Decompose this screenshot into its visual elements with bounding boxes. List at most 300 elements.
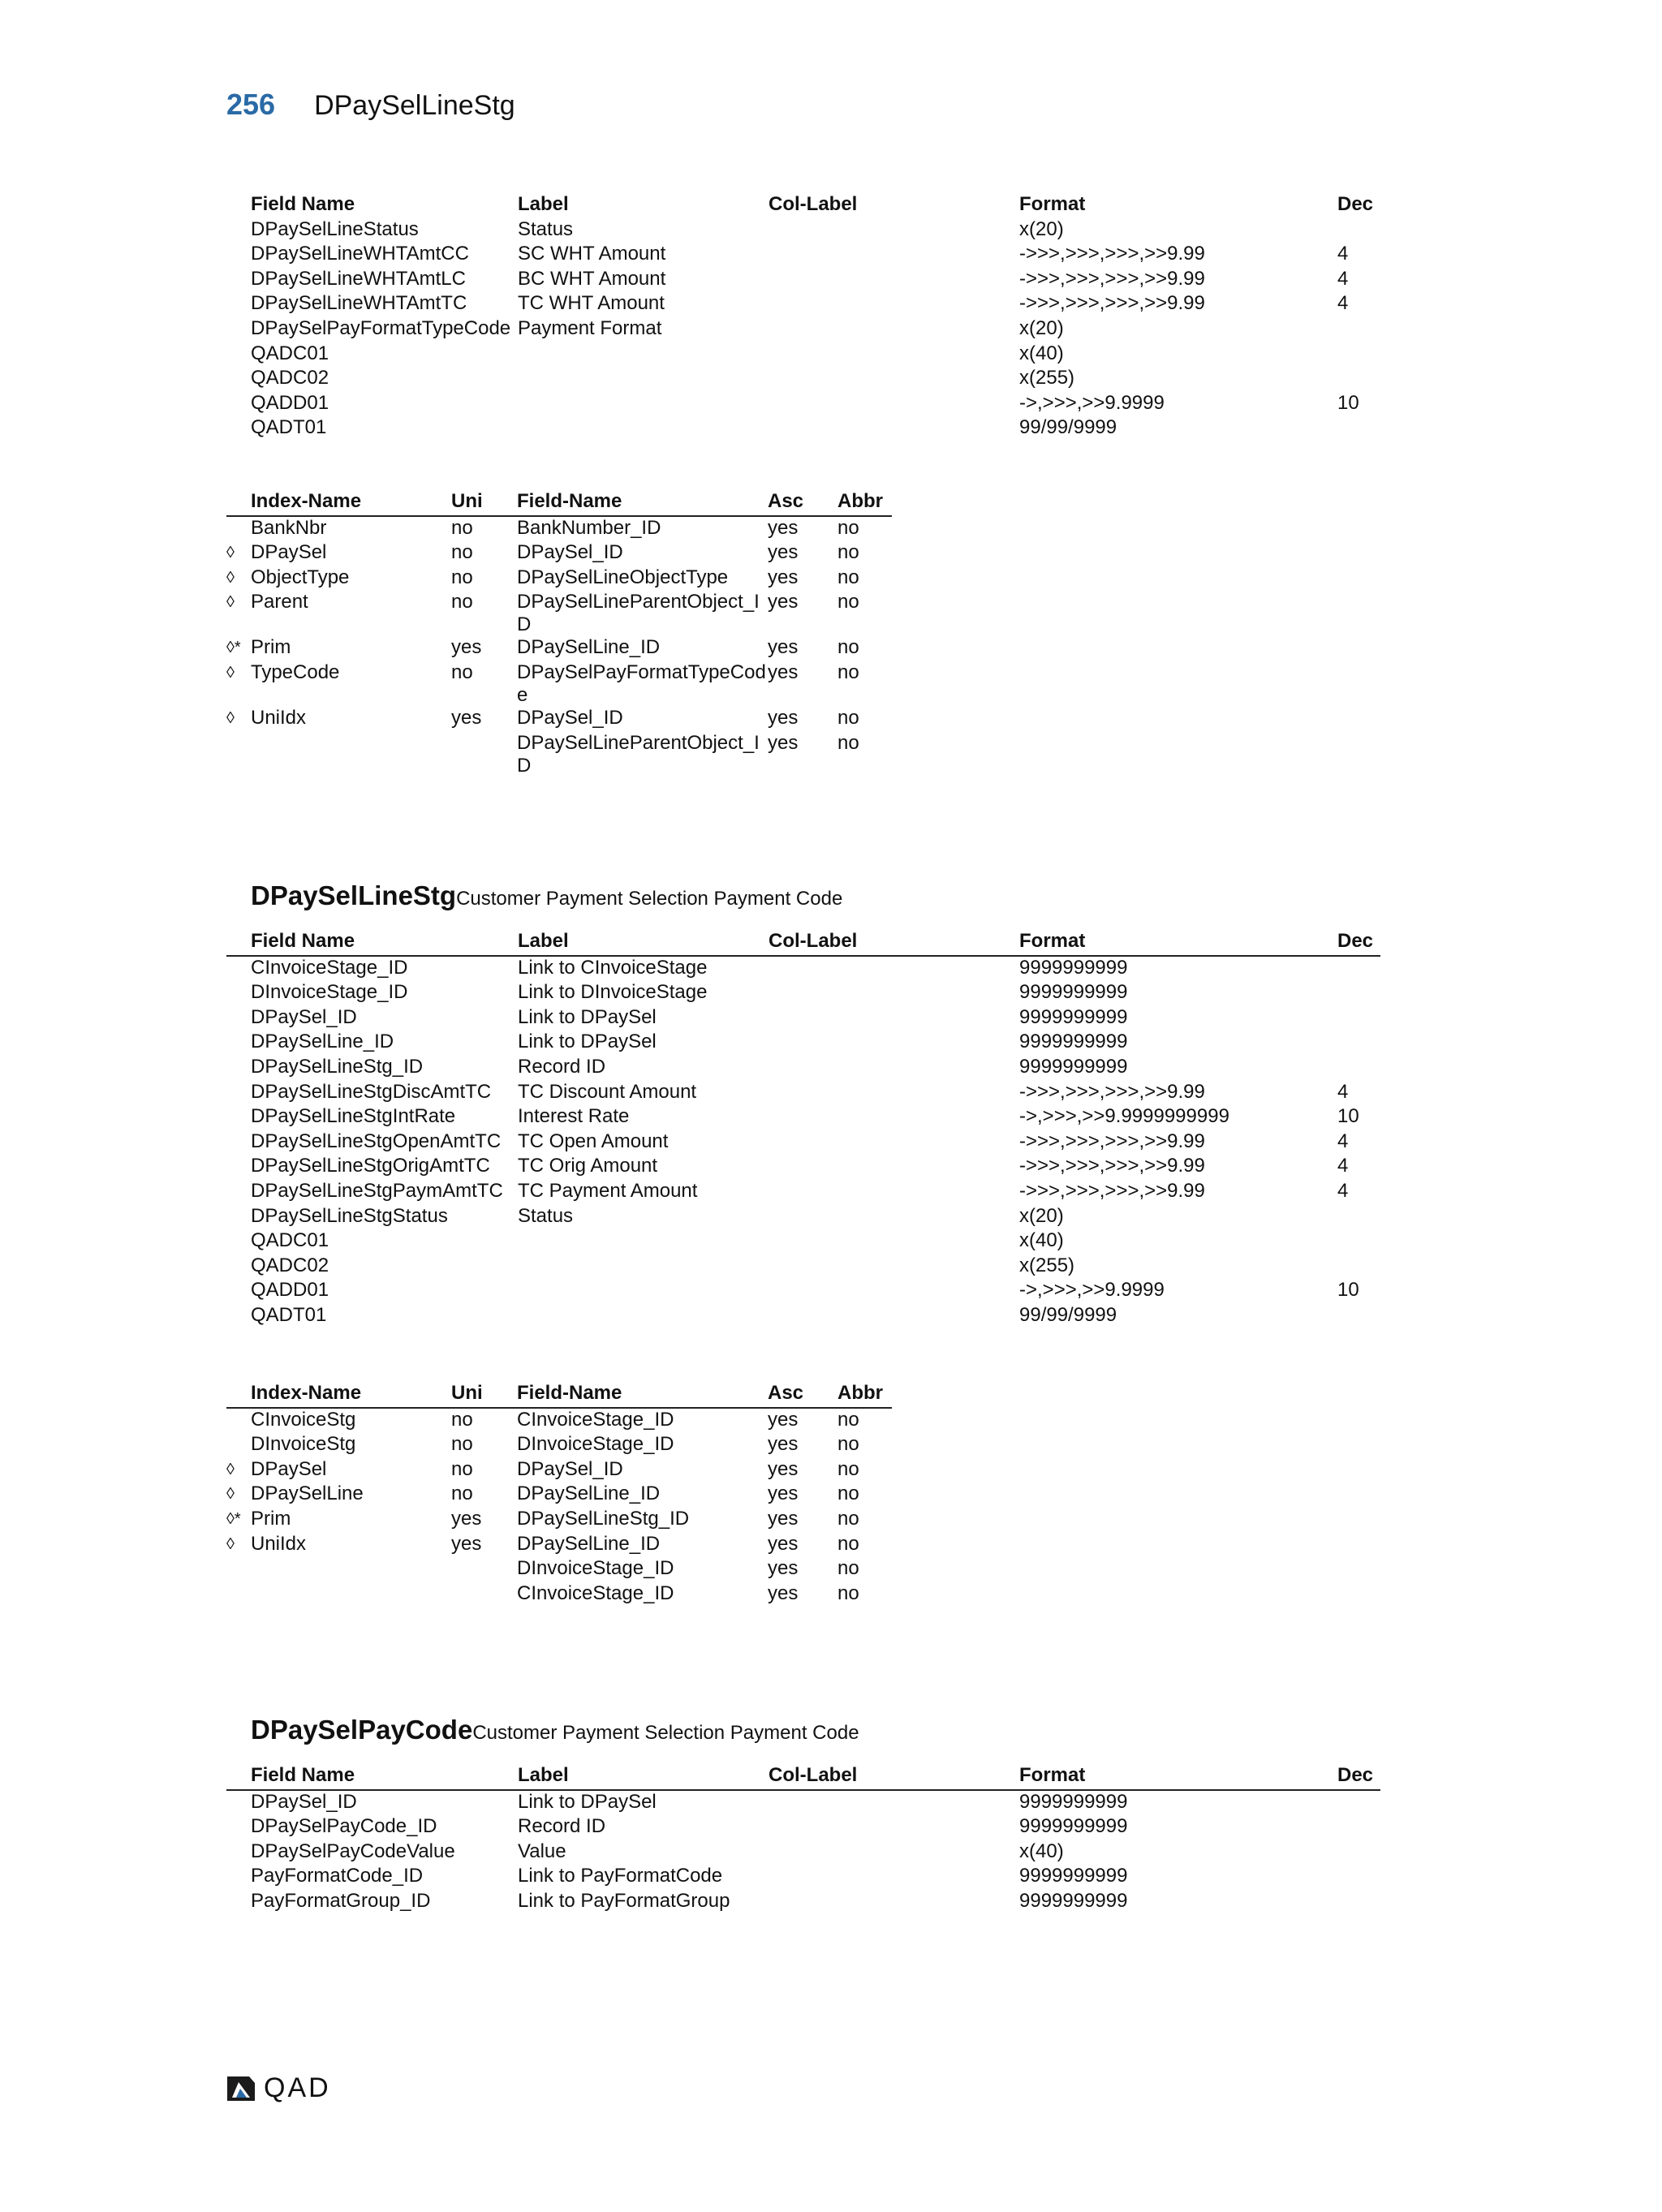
index-header-row — [226, 1382, 892, 1408]
dec-header: Dec — [1337, 1764, 1380, 1790]
field-name: DPaySelLineStatus — [251, 217, 419, 240]
index-ascending: yes — [768, 1557, 799, 1580]
field-row — [226, 1815, 1380, 1840]
index-name: TypeCode — [251, 661, 340, 683]
index-unique: no — [451, 516, 473, 539]
field-dec — [1337, 416, 1380, 441]
field-dec — [1337, 317, 1380, 342]
field-dec: 10 — [1337, 1105, 1359, 1128]
field-row — [226, 1031, 1380, 1056]
index-ascending: yes — [768, 541, 799, 564]
row-marker — [226, 1205, 251, 1230]
row-marker — [226, 1815, 251, 1840]
field-name: DPaySelPayCodeValue — [251, 1840, 455, 1862]
field-dec — [1337, 956, 1380, 982]
field-row — [226, 1155, 1380, 1180]
row-marker — [226, 1304, 251, 1329]
page-title: DPaySelLineStg — [314, 90, 515, 121]
index-ascending: yes — [768, 1408, 799, 1431]
field-label: Link to DPaySel — [518, 1790, 657, 1813]
index-ascending: yes — [768, 516, 799, 539]
field-row — [226, 1304, 1380, 1329]
row-marker — [226, 367, 251, 392]
field-format: 9999999999 — [1019, 956, 1128, 979]
index-marker: ◊* — [226, 1509, 241, 1528]
index-marker: ◊ — [226, 1534, 235, 1553]
field-col-label — [769, 1279, 1019, 1304]
index-marker — [226, 1433, 251, 1458]
index-ascending: yes — [768, 706, 799, 729]
field-name: CInvoiceStage_ID — [251, 956, 408, 979]
index-unique — [451, 1557, 517, 1582]
field-dec: 10 — [1337, 1279, 1359, 1302]
index-name: BankNbr — [251, 516, 327, 539]
index-marker: ◊* — [226, 639, 241, 657]
index-row — [226, 1533, 892, 1558]
index-name: DInvoiceStg — [251, 1433, 356, 1456]
field-col-label — [769, 1790, 1019, 1816]
row-marker — [226, 1031, 251, 1056]
index-row — [226, 591, 892, 636]
index-marker: ◊ — [226, 1460, 235, 1478]
field-format: ->>>,>>>,>>>,>>9.99 — [1019, 243, 1205, 265]
field-col-label — [769, 268, 1019, 293]
field-name: QADC02 — [251, 1254, 329, 1276]
index-field-name: DPaySel_ID — [517, 706, 623, 729]
index-marker — [226, 1582, 251, 1607]
field-name: DInvoiceStage_ID — [251, 981, 408, 1004]
field-format: 9999999999 — [1019, 1790, 1128, 1813]
field-row — [226, 392, 1380, 417]
index-row — [226, 1508, 892, 1533]
field-row — [226, 1279, 1380, 1304]
field-label — [518, 1304, 769, 1329]
format-header: Format — [1019, 930, 1337, 956]
index-ascending: yes — [768, 731, 799, 754]
abbr-header: Abbr — [837, 1382, 892, 1408]
qad-logo-icon — [225, 2075, 257, 2102]
uni-header: Uni — [451, 1382, 517, 1408]
field-row — [226, 218, 1380, 243]
field-label: Value — [518, 1840, 566, 1862]
field-label — [518, 416, 769, 441]
field-dec — [1337, 981, 1380, 1006]
col-label-header: Col-Label — [769, 193, 858, 215]
index-name-header: Index-Name — [251, 1382, 451, 1408]
field-dec: 4 — [1337, 292, 1349, 315]
field-dec — [1337, 342, 1380, 368]
index-marker — [226, 516, 251, 542]
asc-header: Asc — [768, 490, 837, 516]
index-abbreviated: no — [837, 1582, 859, 1604]
field-label: Link to DInvoiceStage — [518, 981, 708, 1004]
field-col-label — [769, 1840, 1019, 1866]
field-name: QADC01 — [251, 342, 329, 364]
row-marker — [226, 243, 251, 268]
field-dec — [1337, 1890, 1380, 1915]
index-table-1 — [226, 490, 892, 777]
row-marker — [226, 1279, 251, 1304]
field-label: Record ID — [518, 1055, 606, 1078]
field-row — [226, 342, 1380, 368]
format-header: Format — [1019, 193, 1086, 215]
index-unique — [451, 732, 517, 777]
field-name-header: Field Name — [251, 1764, 518, 1790]
field-format: 9999999999 — [1019, 1865, 1128, 1887]
uni-header: Uni — [451, 490, 517, 516]
index-name — [251, 732, 451, 777]
index-unique: yes — [451, 636, 482, 659]
index-field-name: DPaySelLine_ID — [517, 1532, 661, 1555]
field-col-label — [769, 342, 1019, 368]
field-format: ->>>,>>>,>>>,>>9.99 — [1019, 292, 1205, 315]
field-name: DPaySelLineStgStatus — [251, 1204, 448, 1227]
index-abbreviated: no — [837, 706, 859, 729]
field-col-label — [769, 218, 1019, 243]
field-dec — [1337, 367, 1380, 392]
index-abbreviated: no — [837, 1507, 859, 1530]
field-col-label — [769, 292, 1019, 317]
field-format: x(40) — [1019, 342, 1064, 364]
field-col-label — [769, 1056, 1019, 1081]
field-name: QADD01 — [251, 391, 329, 414]
index-row — [226, 661, 892, 707]
field-name: DPaySelLineWHTAmtLC — [251, 267, 466, 290]
index-ascending: yes — [768, 566, 799, 588]
index-row — [226, 1557, 892, 1582]
field-dec — [1337, 1205, 1380, 1230]
field-dec — [1337, 1840, 1380, 1866]
field-label — [518, 1279, 769, 1304]
col-label-header: Col-Label — [769, 930, 1019, 956]
field-row — [226, 367, 1380, 392]
field-row — [226, 1081, 1380, 1106]
field-dec — [1337, 1031, 1380, 1056]
abbr-header: Abbr — [837, 490, 892, 516]
index-field-name: CInvoiceStage_ID — [517, 1582, 674, 1604]
field-label — [518, 342, 769, 368]
field-col-label — [769, 243, 1019, 268]
index-field-name: DInvoiceStage_ID — [517, 1557, 674, 1580]
page-header — [226, 88, 515, 131]
dec-header: Dec — [1337, 193, 1374, 215]
field-col-label — [769, 1304, 1019, 1329]
index-name: DPaySel — [251, 541, 327, 564]
row-marker — [226, 1056, 251, 1081]
row-marker — [226, 1180, 251, 1205]
field-label: TC Open Amount — [518, 1130, 669, 1152]
field-row — [226, 268, 1380, 293]
field-col-label — [769, 1865, 1019, 1890]
col-label-header: Col-Label — [769, 1764, 1019, 1790]
field-name: DPaySelLineStgDiscAmtTC — [251, 1080, 492, 1103]
field-name: DPaySelLineStg_ID — [251, 1055, 424, 1078]
index-marker — [226, 732, 251, 777]
row-marker — [226, 292, 251, 317]
field-name: DPaySelLineWHTAmtCC — [251, 243, 469, 265]
index-unique — [451, 1582, 517, 1607]
index-table-2 — [226, 1382, 892, 1607]
logo-text: QAD — [264, 2072, 331, 2103]
index-name: Parent — [251, 591, 308, 613]
label-header: Label — [518, 1764, 769, 1790]
field-dec — [1337, 1229, 1380, 1254]
field-dec: 4 — [1337, 1130, 1349, 1152]
field-format: ->>>,>>>,>>>,>>9.99 — [1019, 267, 1205, 290]
index-unique: no — [451, 591, 473, 613]
field-dec — [1337, 1815, 1380, 1840]
field-format: ->>>,>>>,>>>,>>9.99 — [1019, 1179, 1205, 1202]
field-label: TC WHT Amount — [518, 292, 665, 315]
field-name: DPaySelPayCode_ID — [251, 1815, 437, 1838]
field-col-label — [769, 956, 1019, 982]
index-marker — [226, 1557, 251, 1582]
field-col-label — [769, 1180, 1019, 1205]
index-row — [226, 541, 892, 566]
index-abbreviated: no — [837, 1557, 859, 1580]
page-number: 256 — [226, 88, 276, 121]
index-row — [226, 732, 892, 777]
field-format: 9999999999 — [1019, 1031, 1128, 1053]
row-marker — [226, 1890, 251, 1915]
field-label: BC WHT Amount — [518, 267, 666, 290]
field-name-header: Field-Name — [517, 490, 768, 516]
index-field-name: DPaySelLine_ID — [517, 1483, 661, 1505]
field-col-label — [769, 317, 1019, 342]
field-col-label — [769, 1205, 1019, 1230]
field-label — [518, 1229, 769, 1254]
table-description: Customer Payment Selection Payment Code — [472, 1722, 859, 1744]
index-ascending: yes — [768, 1507, 799, 1530]
index-field-name: BankNumber_ID — [517, 516, 661, 539]
index-abbreviated: no — [837, 661, 859, 683]
index-header-row — [226, 490, 892, 516]
field-col-label — [769, 1155, 1019, 1180]
field-label: TC Discount Amount — [518, 1080, 697, 1103]
index-unique: no — [451, 661, 473, 683]
index-field-name: CInvoiceStage_ID — [517, 1408, 674, 1431]
field-label: Record ID — [518, 1815, 606, 1838]
index-marker: ◊ — [226, 1485, 235, 1504]
fields-header-row — [226, 930, 1380, 956]
field-label — [518, 1254, 769, 1280]
table-description: Customer Payment Selection Payment Code — [456, 888, 843, 910]
field-format: ->>>,>>>,>>>,>>9.99 — [1019, 1080, 1205, 1103]
index-ascending: yes — [768, 1582, 799, 1604]
field-name-header: Field-Name — [517, 1382, 768, 1408]
row-marker — [226, 1865, 251, 1890]
field-format: 9999999999 — [1019, 1005, 1128, 1028]
row-marker — [226, 1130, 251, 1155]
field-row — [226, 1205, 1380, 1230]
table-name: DPaySelPayCode — [251, 1715, 473, 1745]
index-unique: no — [451, 1483, 473, 1505]
index-abbreviated: no — [837, 541, 859, 564]
field-label: TC Payment Amount — [518, 1179, 698, 1202]
label-header: Label — [518, 193, 569, 215]
field-format: ->,>>>,>>9.9999 — [1019, 1279, 1165, 1302]
field-row — [226, 1840, 1380, 1866]
index-ascending: yes — [768, 1457, 799, 1480]
index-name — [251, 1557, 451, 1582]
dec-header: Dec — [1337, 930, 1380, 956]
index-abbreviated: no — [837, 516, 859, 539]
row-marker — [226, 317, 251, 342]
field-format: 9999999999 — [1019, 1889, 1128, 1912]
field-name: QADC02 — [251, 367, 329, 389]
field-row — [226, 1790, 1380, 1816]
field-row — [226, 1229, 1380, 1254]
row-marker — [226, 392, 251, 417]
field-col-label — [769, 1130, 1019, 1155]
field-label: SC WHT Amount — [518, 243, 666, 265]
index-row — [226, 566, 892, 592]
field-label: Link to CInvoiceStage — [518, 956, 708, 979]
index-ascending: yes — [768, 1532, 799, 1555]
row-marker — [226, 1081, 251, 1106]
index-row — [226, 1582, 892, 1607]
field-dec — [1337, 1790, 1380, 1816]
field-row — [226, 1180, 1380, 1205]
field-label: Link to PayFormatCode — [518, 1865, 723, 1887]
index-unique: yes — [451, 706, 482, 729]
field-col-label — [769, 1254, 1019, 1280]
row-marker — [226, 342, 251, 368]
index-unique: yes — [451, 1507, 482, 1530]
field-name: QADT01 — [251, 1303, 327, 1326]
index-abbreviated: no — [837, 1532, 859, 1555]
field-col-label — [769, 1006, 1019, 1031]
field-col-label — [769, 367, 1019, 392]
field-name: DPaySelLineStgIntRate — [251, 1105, 456, 1128]
field-label: TC Orig Amount — [518, 1155, 658, 1177]
index-unique: no — [451, 1457, 473, 1480]
field-name-header: Field Name — [251, 930, 518, 956]
section-heading-dpayselpaycode — [251, 1715, 859, 1745]
index-field-name: DPaySelLine_ID — [517, 636, 661, 659]
field-dec — [1337, 1865, 1380, 1890]
index-name: UniIdx — [251, 1532, 307, 1555]
index-abbreviated: no — [837, 591, 859, 613]
field-format: x(255) — [1019, 367, 1075, 389]
field-format: ->>>,>>>,>>>,>>9.99 — [1019, 1155, 1205, 1177]
index-field-name: DPaySelLineParentObject_ID — [517, 731, 760, 777]
index-name: CInvoiceStg — [251, 1408, 356, 1431]
field-name: PayFormatCode_ID — [251, 1865, 424, 1887]
row-marker — [226, 268, 251, 293]
field-dec — [1337, 218, 1380, 243]
format-header: Format — [1019, 1764, 1337, 1790]
index-marker: ◊ — [226, 708, 235, 727]
index-abbreviated: no — [837, 1408, 859, 1431]
field-format: 9999999999 — [1019, 1055, 1128, 1078]
index-marker: ◊ — [226, 663, 235, 682]
index-unique: yes — [451, 1532, 482, 1555]
field-name: DPaySel_ID — [251, 1005, 357, 1028]
fields-table-3 — [226, 1764, 1380, 1915]
field-name: DPaySelLineWHTAmtTC — [251, 292, 467, 315]
field-name: DPaySelPayFormatTypeCode — [251, 316, 511, 339]
index-abbreviated: no — [837, 1483, 859, 1505]
index-row — [226, 516, 892, 542]
field-label: Link to DPaySel — [518, 1031, 657, 1053]
field-format: 9999999999 — [1019, 1815, 1128, 1838]
field-name-header: Field Name — [251, 193, 355, 215]
index-marker: ◊ — [226, 544, 235, 562]
label-header: Label — [518, 930, 769, 956]
index-name: Prim — [251, 1507, 291, 1530]
index-row — [226, 1483, 892, 1508]
field-row — [226, 1865, 1380, 1890]
field-format: x(20) — [1019, 316, 1064, 339]
field-label: Status — [518, 217, 574, 240]
row-marker — [226, 956, 251, 982]
field-format: ->,>>>,>>9.9999999999 — [1019, 1105, 1229, 1128]
field-format: ->>>,>>>,>>>,>>9.99 — [1019, 1130, 1205, 1152]
field-row — [226, 1254, 1380, 1280]
index-unique: no — [451, 1433, 473, 1456]
fields-header-row — [226, 193, 1380, 218]
index-ascending: yes — [768, 636, 799, 659]
index-ascending: yes — [768, 661, 799, 683]
field-format: x(255) — [1019, 1254, 1075, 1276]
field-label: Interest Rate — [518, 1105, 630, 1128]
index-row — [226, 1433, 892, 1458]
field-dec — [1337, 1304, 1380, 1329]
row-marker — [226, 1155, 251, 1180]
index-name-header: Index-Name — [251, 490, 451, 516]
field-label: Status — [518, 1204, 574, 1227]
field-row — [226, 1105, 1380, 1130]
row-marker — [226, 1105, 251, 1130]
field-name: QADD01 — [251, 1279, 329, 1302]
index-ascending: yes — [768, 1483, 799, 1505]
index-field-name: DPaySel_ID — [517, 541, 623, 564]
row-marker — [226, 218, 251, 243]
index-field-name: DPaySelLineStg_ID — [517, 1507, 690, 1530]
index-abbreviated: no — [837, 636, 859, 659]
index-unique: no — [451, 566, 473, 588]
index-marker — [226, 1408, 251, 1434]
field-name: DPaySel_ID — [251, 1790, 357, 1813]
field-format: x(40) — [1019, 1229, 1064, 1252]
field-row — [226, 981, 1380, 1006]
index-marker: ◊ — [226, 568, 235, 587]
index-row — [226, 636, 892, 661]
field-format: ->,>>>,>>9.9999 — [1019, 391, 1165, 414]
field-row — [226, 1056, 1380, 1081]
index-ascending: yes — [768, 591, 799, 613]
field-label — [518, 367, 769, 392]
field-col-label — [769, 1105, 1019, 1130]
qad-logo — [225, 2072, 331, 2104]
field-row — [226, 1006, 1380, 1031]
index-row — [226, 707, 892, 732]
index-abbreviated: no — [837, 731, 859, 754]
field-format: 9999999999 — [1019, 981, 1128, 1004]
field-dec: 4 — [1337, 267, 1349, 290]
row-marker — [226, 1840, 251, 1866]
field-dec — [1337, 1006, 1380, 1031]
row-marker — [226, 416, 251, 441]
field-label: Payment Format — [518, 316, 662, 339]
index-marker: ◊ — [226, 593, 235, 612]
field-col-label — [769, 1031, 1019, 1056]
field-name: PayFormatGroup_ID — [251, 1889, 431, 1912]
field-col-label — [769, 1815, 1019, 1840]
section-heading-dpaysellinestg — [251, 880, 842, 911]
field-label: Link to DPaySel — [518, 1005, 657, 1028]
